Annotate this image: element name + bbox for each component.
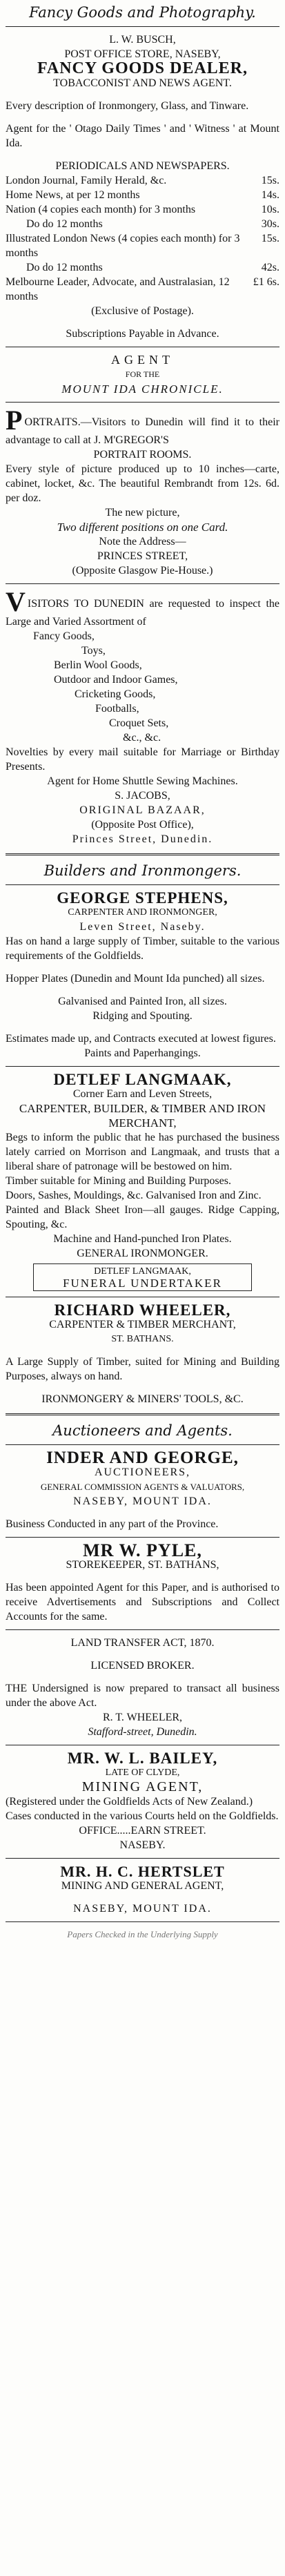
wheeler-advertisement (6, 1303, 279, 1406)
divider (6, 1066, 279, 1067)
wheeler-name: RICHARD WHEELER, (54, 1301, 231, 1319)
divider (6, 1537, 279, 1538)
price-row: Home News, at per 12 months 14s. (6, 189, 279, 201)
wheeler-trade: CARPENTER & TIMBER MERCHANT, (49, 1319, 236, 1330)
section-heading-builders: Builders and Ironmongers. (43, 862, 242, 879)
busch-advertisement (6, 32, 279, 341)
stephens-paragraph: Ridging and Spouting. (92, 1010, 193, 1022)
divider (6, 402, 279, 403)
visitors-paragraph: Agent for Home Shuttle Sewing Machines. (47, 775, 238, 787)
price-row: Illustrated London News (4 copies each month) for 3 months 15s. (6, 233, 279, 259)
divider (6, 1444, 279, 1445)
portraits-heading: ORTRAITS.—Visitors to Dunedin will find it to their advantage to call at J. M'GREGOR'S (6, 416, 279, 446)
periodicals-title: PERIODICALS AND NEWSPAPERS. (55, 160, 230, 172)
stephens-advertisement (6, 891, 279, 1061)
agent-title: AGENT (111, 353, 174, 367)
divider (6, 853, 279, 855)
undertaker-box (33, 1263, 252, 1291)
wheeler-place: ST. BATHANS. (111, 1334, 174, 1344)
stephens-paragraph: Paints and Paperhangings. (84, 1047, 201, 1059)
busch-trade-line-2: TOBACCONIST AND NEWS AGENT. (53, 77, 232, 89)
inder-name: INDER AND GEORGE, (46, 1449, 239, 1467)
price-row: London Journal, Family Herald, &c. 15s. (6, 175, 279, 186)
busch-address: POST OFFICE STORE, NASEBY, (64, 48, 221, 60)
langmaak-name: DETLEF LANGMAAK, (53, 1071, 232, 1088)
stephens-paragraph: Hopper Plates (Dunedin and Mount Ida punched) all sizes. (6, 973, 265, 985)
langmaak-paragraph: Doors, Sashes, Mouldings, &c. Galvanised Iron and Zinc. (6, 1190, 262, 1201)
inder-paragraph: Business Conducted in any part of the Province. (6, 1518, 219, 1530)
portraits-opposite: (Opposite Glasgow Pie-House.) (72, 565, 213, 577)
langmaak-paragraph: Machine and Hand-punched Iron Plates. (53, 1233, 232, 1245)
visitors-paragraph: Novelties by every mail suitable for Marriage or Birthday Presents. (6, 746, 279, 773)
price-row: Melbourne Leader, Advocate, and Australasian, 12 months £1 6s. (6, 276, 279, 302)
visitors-street: Princes Street, Dunedin. (72, 833, 213, 845)
wheeler-paragraph: A Large Supply of Timber, suited for Mining and Building Purposes, always on hand. (6, 1356, 279, 1382)
busch-paragraph: Agent for the ' Otago Daily Times ' and ' Witness ' at Mount Ida. (6, 123, 279, 149)
hertslet-advertisement (6, 1864, 279, 1916)
visitors-item: Cricketing Goods, (75, 688, 156, 700)
land-paragraph: THE Undersigned is now prepared to transact all business under the above Act. (6, 1683, 279, 1709)
stephens-paragraph: Galvanised and Painted Iron, all sizes. (58, 996, 227, 1007)
hertslet-place: NASEBY, MOUNT IDA. (73, 1903, 212, 1915)
visitors-item: Berlin Wool Goods, (54, 659, 142, 671)
bailey-late: LATE OF CLYDE, (105, 1768, 180, 1778)
visitors-bazaar: ORIGINAL BAZAAR, (79, 804, 206, 816)
divider (6, 26, 279, 27)
agent-paper: MOUNT IDA CHRONICLE. (61, 382, 224, 396)
bailey-paragraph: Cases conducted in the various Courts held on the Goldfields. (6, 1810, 279, 1822)
langmaak-paragraph: Timber suitable for Mining and Building Purposes. (6, 1175, 231, 1187)
section-heading-fancy-goods: Fancy Goods and Photography. (29, 4, 256, 21)
visitors-item: Fancy Goods, (33, 630, 95, 642)
subscriptions-note: Subscriptions Payable in Advance. (66, 328, 219, 340)
divider (6, 1921, 279, 1922)
portraits-positions: Two different positions on one Card. (57, 521, 228, 534)
visitors-item: Toys, (81, 645, 106, 657)
divider (6, 583, 279, 584)
portraits-advertisement (6, 405, 279, 578)
inder-trade: AUCTIONEERS, (94, 1466, 191, 1478)
langmaak-advertisement (6, 1072, 279, 1291)
portraits-new-picture: The new picture, (105, 507, 180, 519)
stephens-trade: CARPENTER AND IRONMONGER, (68, 907, 217, 918)
hertslet-name: MR. H. C. HERTSLET (60, 1863, 225, 1880)
visitors-item: Outdoor and Indoor Games, (54, 674, 178, 686)
stephens-name: GEORGE STEPHENS, (57, 889, 228, 907)
newspaper-column (6, 0, 279, 1940)
inder-advertisement (6, 1451, 279, 1531)
langmaak-corner: Corner Earn and Leven Streets, (72, 1088, 213, 1100)
price-list (6, 173, 279, 304)
divider (6, 884, 279, 885)
bailey-name: MR. W. L. BAILEY, (67, 1750, 218, 1767)
visitors-opposite: (Opposite Post Office), (91, 819, 194, 831)
land-address: Stafford-street, Dunedin. (88, 1726, 197, 1738)
pyle-name: MR W. PYLE, (83, 1540, 202, 1560)
portraits-note: Note the Address— (99, 536, 186, 548)
bailey-place: NASEBY. (119, 1839, 166, 1851)
price-row: Do do 12 months 42s. (26, 262, 279, 273)
visitors-item: &c., &c. (123, 732, 161, 744)
visitors-heading: ISITORS TO DUNEDIN are requested to inspect the Large and Varied Assortment of (6, 598, 279, 628)
stephens-street: Leven Street, Naseby. (79, 921, 206, 933)
land-title: LAND TRANSFER ACT, 1870. (70, 1637, 215, 1649)
postage-note: (Exclusive of Postage). (91, 305, 194, 317)
footer-note: Papers Checked in the Underlying Supply (67, 1929, 218, 1939)
busch-paragraph: Every description of Ironmongery, Glass, and Tinware. (6, 100, 249, 112)
stephens-paragraph: Has on hand a large supply of Timber, suitable to the various requirements of the Goldfields. (6, 936, 279, 962)
bailey-paragraph: (Registered under the Goldfields Acts of New Zealand.) (6, 1796, 253, 1808)
drop-cap: P (6, 405, 23, 436)
land-broker: LICENSED BROKER. (90, 1660, 195, 1672)
bailey-advertisement (6, 1751, 279, 1852)
pyle-paragraph: Has been appointed Agent for this Paper, and is authorised to receive Advertisements and Subscriptions and Collect Accounts for the same. (6, 1582, 279, 1623)
undertaker-title: FUNERAL UNDERTAKER (63, 1277, 222, 1290)
hertslet-trade: MINING AND GENERAL AGENT, (61, 1880, 224, 1892)
portraits-paragraph: Every style of picture produced up to 10 inches—carte, cabinet, locket, &c. The beautiful Rembrandt from 12s. 6d. per doz. (6, 463, 279, 504)
agent-for: FOR THE (125, 369, 160, 379)
inder-place: NASEBY, MOUNT IDA. (73, 1495, 212, 1507)
visitors-item: Croquet Sets, (109, 717, 169, 729)
busch-trade-line: FANCY GOODS DEALER, (37, 59, 248, 77)
land-name: R. T. WHEELER, (102, 1712, 183, 1723)
land-transfer-advertisement (6, 1636, 279, 1739)
bailey-trade: MINING AGENT, (81, 1779, 204, 1794)
visitors-advertisement (6, 586, 279, 846)
pyle-advertisement (6, 1540, 279, 1624)
stephens-paragraph: Estimates made up, and Contracts executed at lowest figures. (6, 1033, 276, 1045)
pyle-trade: STOREKEEPER, ST. BATHANS, (66, 1559, 219, 1571)
section-heading-auctioneers: Auctioneers and Agents. (52, 1422, 233, 1439)
portrait-rooms: PORTRAIT ROOMS. (93, 449, 192, 461)
wheeler-paragraph: IRONMONGERY & MINERS' TOOLS, &C. (41, 1393, 244, 1405)
bailey-office: OFFICE.....EARN STREET. (79, 1825, 206, 1837)
inder-agents: GENERAL COMMISSION AGENTS & VALUATORS, (40, 1482, 245, 1492)
price-row: Nation (4 copies each month) for 3 months 10s. (6, 204, 279, 215)
portraits-street: PRINCES STREET, (97, 550, 188, 562)
divider (6, 1629, 279, 1630)
langmaak-general: GENERAL IRONMONGER. (77, 1248, 208, 1259)
langmaak-trade: CARPENTER, BUILDER, & TIMBER AND IRON MERCHANT, (19, 1102, 266, 1130)
langmaak-paragraph: Begs to inform the public that he has purchased the business lately carried on Morrison and Langmaak, and trusts that a liberal share of patronage will be bestowed on him. (6, 1132, 279, 1172)
agent-advertisement (6, 353, 279, 396)
langmaak-paragraph: Painted and Black Sheet Iron—all gauges. Ridge Capping, Spouting, &c. (6, 1204, 279, 1230)
undertaker-name: DETLEF LANGMAAK, (94, 1266, 191, 1277)
drop-cap: V (6, 586, 26, 617)
visitors-item: Footballs, (95, 703, 139, 715)
price-row: Do do 12 months 30s. (26, 218, 279, 230)
divider (6, 1413, 279, 1415)
busch-name: L. W. BUSCH, (109, 34, 176, 46)
divider (6, 1858, 279, 1859)
visitors-name: S. JACOBS, (115, 790, 170, 802)
